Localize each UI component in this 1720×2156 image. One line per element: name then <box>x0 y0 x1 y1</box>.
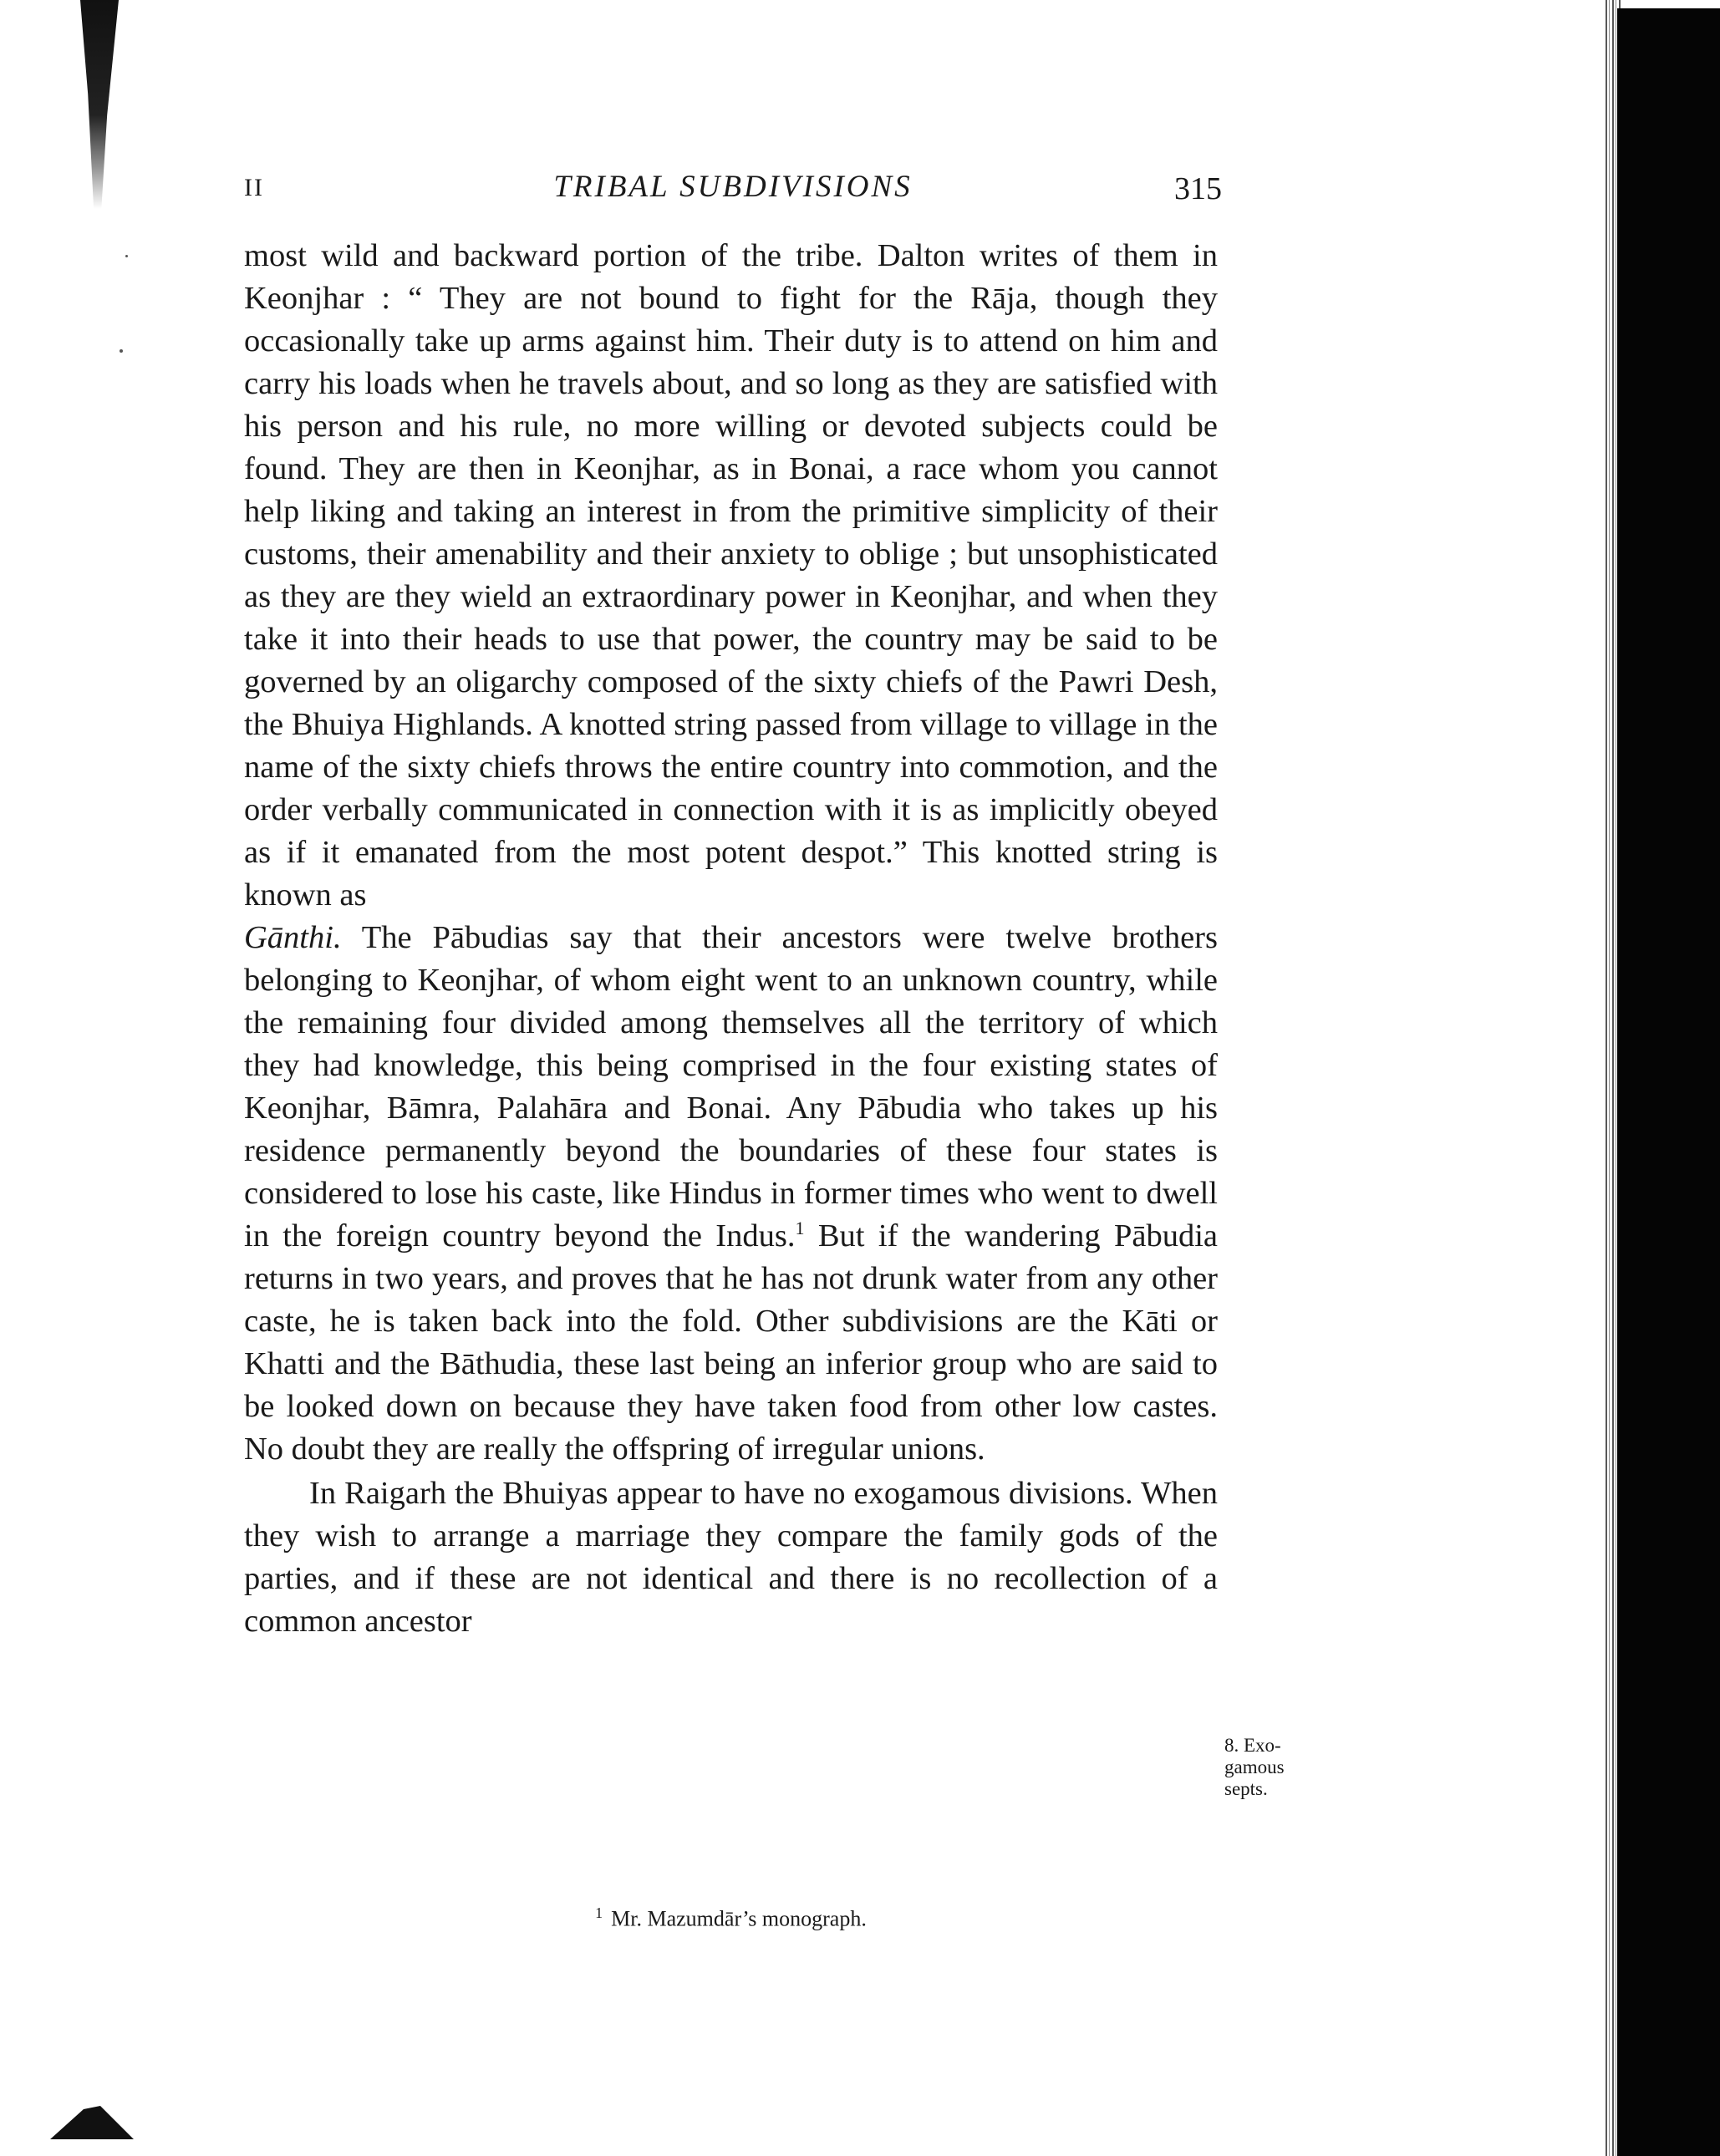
italic-term-ganthi: Gānthi. <box>244 920 342 955</box>
paragraph-1-part-3: But if the wandering Pābudia returns in two years, and proves that he has not drunk water from any other caste, he is taken back into the fold. Other subdivisions are the Kāti or Khatti and the Bāthudia, these last being an inferior group who are said to be looked down on because they have taken food from other low castes. No doubt they are really the offspring of irregular unions. <box>244 1218 1218 1467</box>
footnote-reference: 1 <box>795 1218 805 1239</box>
footnote <box>244 1904 1218 1932</box>
page-number: 315 <box>1174 171 1222 206</box>
margin-note-line-3: septs. <box>1224 1778 1268 1799</box>
scan-artifact-bottom <box>50 2106 134 2139</box>
footnote-mark: 1 <box>595 1904 603 1921</box>
running-title: TRIBAL SUBDIVISIONS <box>553 170 913 204</box>
footnote-text: Mr. Mazumdār’s monograph. <box>611 1906 867 1931</box>
margin-note <box>1224 1735 1325 1800</box>
margin-note-line-2: gamous <box>1224 1757 1285 1777</box>
paragraph-2: In Raigarh the Bhuiyas appear to have no exogamous divisions. When they wish to arrange a marriage they compare the family gods of the parties, and if these are not identical and there is no recollection of a common ancestor <box>244 1476 1218 1639</box>
book-spine-shadow <box>1617 8 1720 2156</box>
chapter-numeral: II <box>244 174 264 201</box>
paragraph-1-part-2: The Pābudias say that their ancestors were twelve brothers belonging to Keonjhar, of whom eight went to an unknown country, while the remaining four divided among themselves all the territory of which they had knowledge, this being comprised in the four existing states of Keonjhar, Bāmra, Palahāra and Bonai. Any Pābudia who takes up his residence permanently beyond the boundaries of these four states is considered to lose his caste, like Hindus in former times who went to dwell in the foreign country beyond the Indus. <box>244 920 1218 1253</box>
page-header <box>244 169 1222 214</box>
scan-artifact-top <box>80 0 119 209</box>
margin-note-line-1: 8. Exo- <box>1224 1735 1281 1756</box>
scan-speck <box>120 349 123 353</box>
body-text <box>244 235 1218 1643</box>
scan-speck <box>125 255 128 257</box>
paragraph-1-part-1: most wild and backward portion of the tribe. Dalton writes of them in Keonjhar : “ They are not bound to fight for the Rāja, though they occasionally take up arms against him. Their duty is to attend on him and carry his loads when he travels about, and so long as they are satisfied with his person and his rule, no more willing or devoted subjects could be found. They are then in Keonjhar, as in Bonai, a race whom you cannot help liking and taking an interest in from the primitive simplicity of their customs, their amenability and their anxiety to oblige ; but unsophisticated as they are they wield an extraordinary power in Keonjhar, and when they take it into their heads to use that power, the country may be said to be governed by an oligarchy composed of the sixty chiefs of the Pawri Desh, the Bhuiya Highlands. A knotted string passed from village to village in the name of the sixty chiefs throws the entire country into commotion, and the order verbally communicated in connection with it is as implicitly obeyed as if it emanated from the most potent despot.” This knotted string is known as <box>244 238 1218 913</box>
paragraph-1 <box>244 235 1218 1471</box>
